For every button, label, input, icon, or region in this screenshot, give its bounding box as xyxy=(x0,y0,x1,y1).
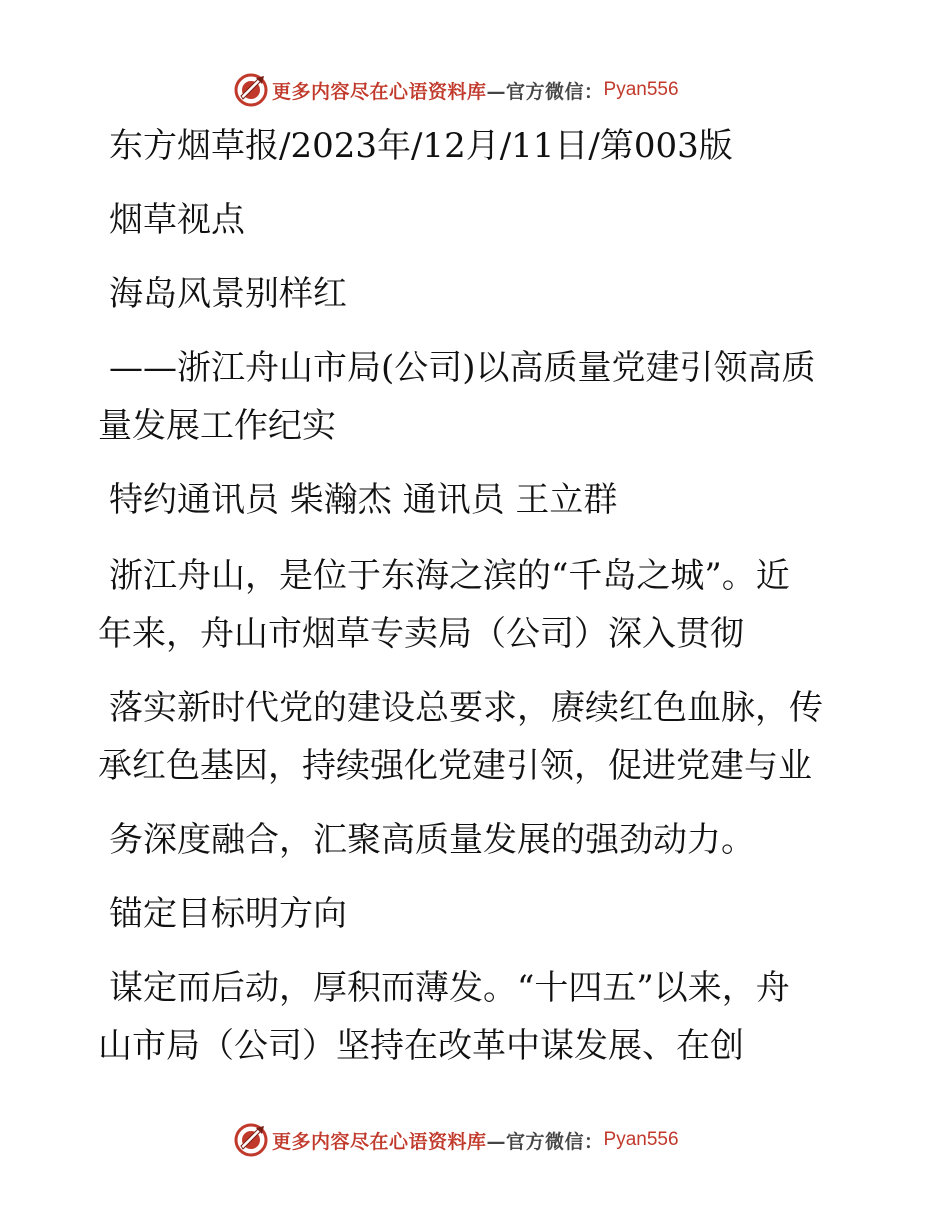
section-label: 烟草视点 xyxy=(109,200,245,240)
paragraph-line: 落实新时代党的建设总要求，赓续红色血脉，传 xyxy=(109,688,823,728)
watermark-wechat-label: —官方微信： xyxy=(486,1130,604,1153)
byline: 特约通讯员 柴瀚杰 通讯员 王立群 xyxy=(109,480,618,520)
paragraph-line: 山市局（公司）坚持在改革中谋发展、在创 xyxy=(98,1026,744,1066)
quill-seal-icon xyxy=(234,1123,268,1157)
watermark-header xyxy=(234,72,679,108)
dateline: 东方烟草报/2023年/12月/11日/第003版 xyxy=(109,126,733,166)
article-title: 海岛风景别样红 xyxy=(109,274,347,314)
paragraph-line: 谋定而后动，厚积而薄发。“十四五”以来，舟 xyxy=(109,968,790,1008)
paragraph-line: 浙江舟山，是位于东海之滨的“千岛之城”。近 xyxy=(109,556,790,596)
watermark-handle: Pyan556 xyxy=(603,1129,679,1150)
watermark-text: 更多内容尽在心语资料库 xyxy=(272,1130,487,1153)
article-subtitle-line: 量发展工作纪实 xyxy=(98,406,336,446)
quill-seal-icon xyxy=(234,73,268,107)
article-subtitle-line: ——浙江舟山市局(公司)以高质量党建引领高质 xyxy=(109,348,816,388)
paragraph-line: 务深度融合，汇聚高质量发展的强劲动力。 xyxy=(109,820,755,860)
watermark-wechat-label: —官方微信： xyxy=(486,80,604,103)
watermark-footer xyxy=(234,1122,679,1158)
section-heading: 锚定目标明方向 xyxy=(109,894,347,934)
paragraph-line: 年来，舟山市烟草专卖局（公司）深入贯彻 xyxy=(98,614,744,654)
paragraph-line: 承红色基因，持续强化党建引领，促进党建与业 xyxy=(98,746,812,786)
watermark-handle: Pyan556 xyxy=(603,79,679,100)
watermark-text: 更多内容尽在心语资料库 xyxy=(272,80,487,103)
